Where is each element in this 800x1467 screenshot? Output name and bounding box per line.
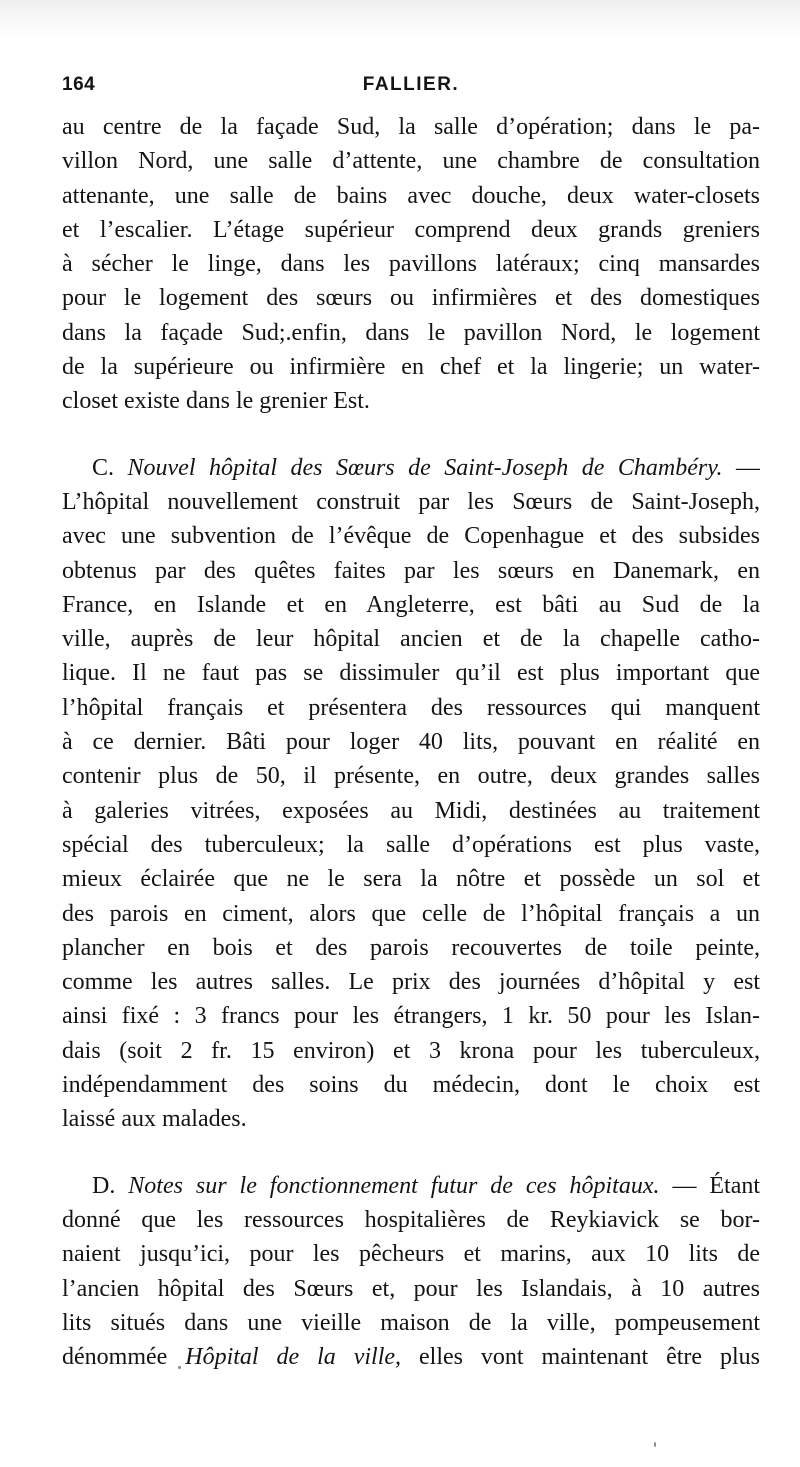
text-line: plancher en bois et des parois recouvertes de toile peinte, [62,934,760,961]
scan-speck [654,1442,656,1447]
text-line: dais (soit 2 fr. 15 environ) et 3 krona pour les tuberculeux, [62,1037,760,1064]
text-line: l’ancien hôpital des Sœurs et, pour les Islandais, à 10 autres [62,1275,760,1302]
em-dash: — [736,454,760,481]
text-line: avec une subvention de l’évêque de Copenhague et des subsides [62,523,760,550]
page-number: 164 [62,74,96,95]
text-line: attenante, une salle de bains avec douche, deux water-closets [62,182,760,209]
text-line: de la supérieure ou infirmière en chef et la lingerie; un water- [62,354,760,381]
text-line: à galeries vitrées, exposées au Midi, destinées au traitement [62,797,760,824]
text-line: lits situés dans une vieille maison de la ville, pompeusement [62,1309,760,1336]
text-run: dénommée [62,1344,168,1371]
text-line: ainsi fixé : 3 francs pour les étrangers, 1 kr. 50 pour les Islan- [62,1003,760,1030]
section-heading-line [62,451,760,485]
text-line: mieux éclairée que ne le sera la nôtre et possède un sol et [62,866,760,893]
section-letter: D. [92,1172,116,1199]
text-line: laissé aux malades. [62,1106,247,1133]
text-line: au centre de la façade Sud, la salle d’opération; dans le pa- [62,114,760,140]
section-letter: C. [92,454,115,481]
text-line: contenir plus de 50, il présente, en outre, deux grandes salles [62,763,760,790]
text-line: comme les autres salles. Le prix des journées d’hôpital y est [62,969,760,996]
text-line: à ce dernier. Bâti pour loger 40 lits, pouvant en réalité en [62,729,760,756]
text-line: pour le logement des sœurs ou infirmières et des domestiques [62,285,760,312]
text-line: dans la façade Sud;.enfin, dans le pavillon Nord, le logement [62,319,760,346]
text-line: spécial des tuberculeux; la salle d’opérations est plus vaste, [62,831,760,858]
text-line: l’hôpital français et présentera des ressources qui manquent [62,694,760,721]
text-line-mixed [62,1340,760,1374]
text-line: indépendamment des soins du médecin, dont le choix est [62,1072,760,1099]
text-line: closet existe dans le grenier Est. [62,388,370,415]
text-line: des parois en ciment, alors que celle de l’hôpital français a un [62,900,760,927]
section-heading-line [62,1169,760,1203]
text-line: naient jusqu’ici, pour les pêcheurs et marins, aux 10 lits de [62,1241,760,1268]
section-title: Nouvel hôpital des Sœurs de Saint-Joseph de Chambéry. [127,454,723,481]
italic-text-run: Hôpital de la ville, [185,1344,402,1371]
text-line: France, en Islande et en Angleterre, est bâti au Sud de la [62,591,760,618]
section-d-paragraph [62,1169,760,1375]
scan-speck [178,1366,181,1369]
paragraph-facade-description [62,110,760,419]
text-line: villon Nord, une salle d’attente, une chambre de consultation [62,148,760,175]
text-line: ville, auprès de leur hôpital ancien et de la chapelle catho- [62,626,760,653]
running-head: FALLIER. [362,74,460,95]
text-line: lique. Il ne faut pas se dissimuler qu’il est plus important que [62,660,760,687]
text-line: donné que les ressources hospitalières de Reykiavick se bor- [62,1206,760,1233]
text-line: L’hôpital nouvellement construit par les Sœurs de Saint-Joseph, [62,488,760,515]
heading-continuation: Étant [709,1172,760,1199]
section-c-paragraph [62,451,760,1137]
body-text [62,110,760,1374]
em-dash: — [672,1172,697,1199]
scan-edge-shading [0,0,800,40]
section-title: Notes sur le fonctionnement futur de ces hôpitaux. [128,1172,660,1199]
page-header [62,74,760,104]
text-run: elles vont maintenant être plus [419,1344,760,1371]
text-line: obtenus par des quêtes faites par les sœurs en Danemark, en [62,557,760,584]
text-line: à sécher le linge, dans les pavillons latéraux; cinq mansardes [62,251,760,278]
text-line: et l’escalier. L’étage supérieur comprend deux grands greniers [62,216,760,243]
